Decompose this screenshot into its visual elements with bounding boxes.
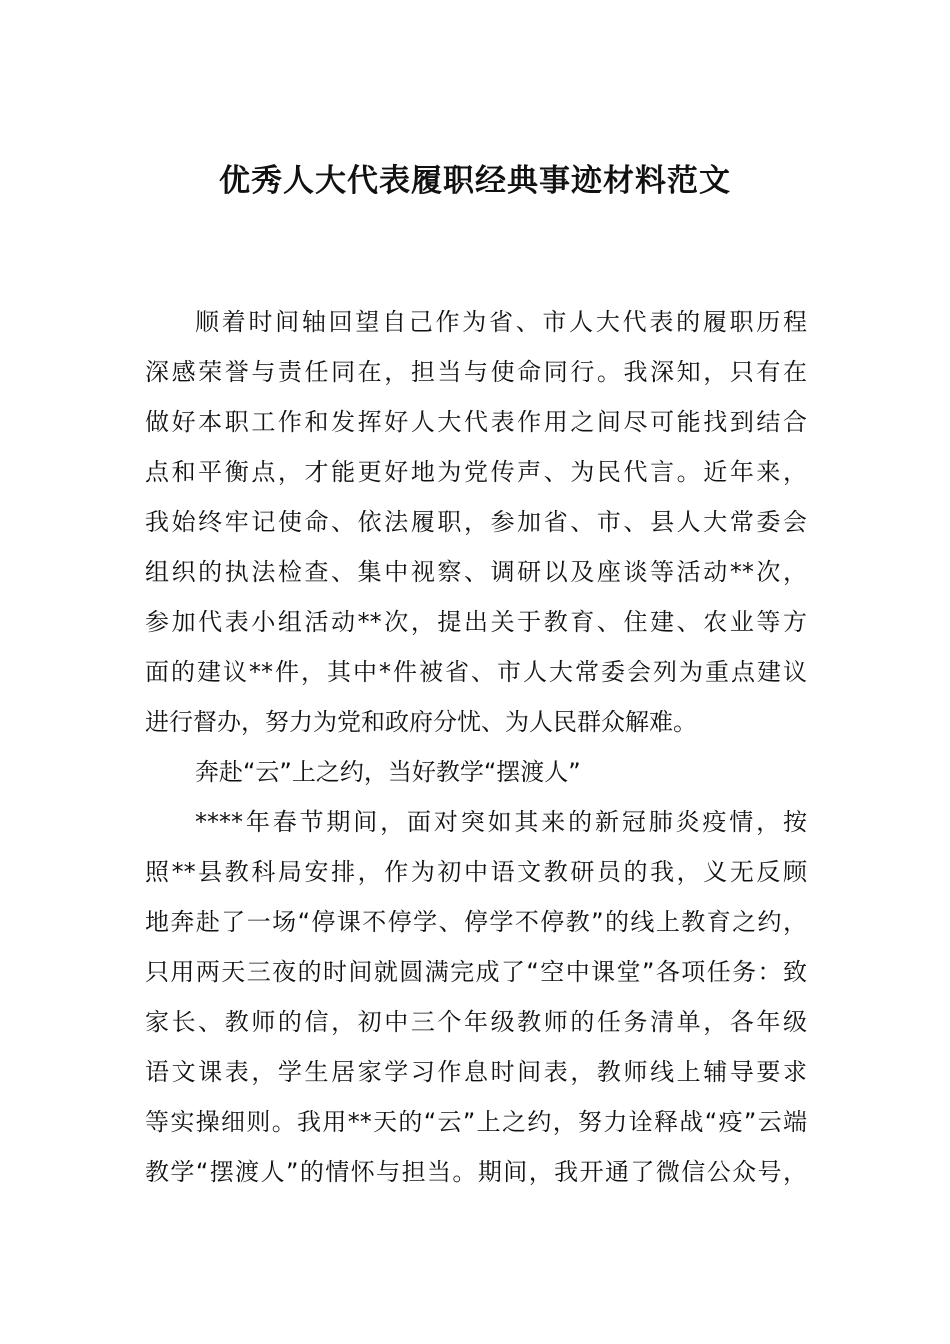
paragraph-line: 顺着时间轴回望自己作为省、市人大代表的履职历程: [195, 308, 807, 336]
paragraph-line: 教学“摆渡人”的情怀与担当。期间，我开通了微信公众号，: [145, 1158, 807, 1186]
paragraph-line: 照**县教科局安排，作为初中语文教研员的我，义无反顾: [145, 858, 807, 886]
paragraph-line: 家长、教师的信，初中三个年级教师的任务清单，各年级: [145, 1008, 807, 1036]
paragraph-line: 点和平衡点，才能更好地为党传声、为民代言。近年来，: [145, 458, 807, 486]
document-title: 优秀人大代表履职经典事迹材料范文: [219, 163, 731, 199]
document-body: [145, 297, 807, 1197]
paragraph-line: 做好本职工作和发挥好人大代表作用之间尽可能找到结合: [145, 408, 807, 436]
paragraph-line: ****年春节期间，面对突如其来的新冠肺炎疫情，按: [195, 808, 807, 836]
paragraph-line: 组织的执法检查、集中视察、调研以及座谈等活动**次，: [145, 558, 807, 586]
paragraph-line: 地奔赴了一场“停课不停学、停学不停教”的线上教育之约，: [145, 908, 807, 936]
paragraph-line: 面的建议**件，其中*件被省、市人大常委会列为重点建议: [145, 658, 807, 686]
paragraph-line: 深感荣誉与责任同在，担当与使命同行。我深知，只有在: [145, 358, 807, 386]
paragraph-line: 进行督办，努力为党和政府分忧、为人民群众解难。: [145, 708, 697, 736]
paragraph-line: 只用两天三夜的时间就圆满完成了“空中课堂”各项任务：致: [145, 958, 807, 986]
paragraph-line: 我始终牢记使命、依法履职，参加省、市、县人大常委会: [145, 508, 807, 536]
paragraph-line: 参加代表小组活动**次，提出关于教育、住建、农业等方: [145, 608, 807, 636]
paragraph-line: 语文课表，学生居家学习作息时间表，教师线上辅导要求: [145, 1058, 807, 1086]
paragraph-line: 等实操细则。我用**天的“云”上之约，努力诠释战“疫”云端: [145, 1108, 807, 1136]
section-heading: 奔赴“云”上之约，当好教学“摆渡人”: [195, 758, 581, 786]
